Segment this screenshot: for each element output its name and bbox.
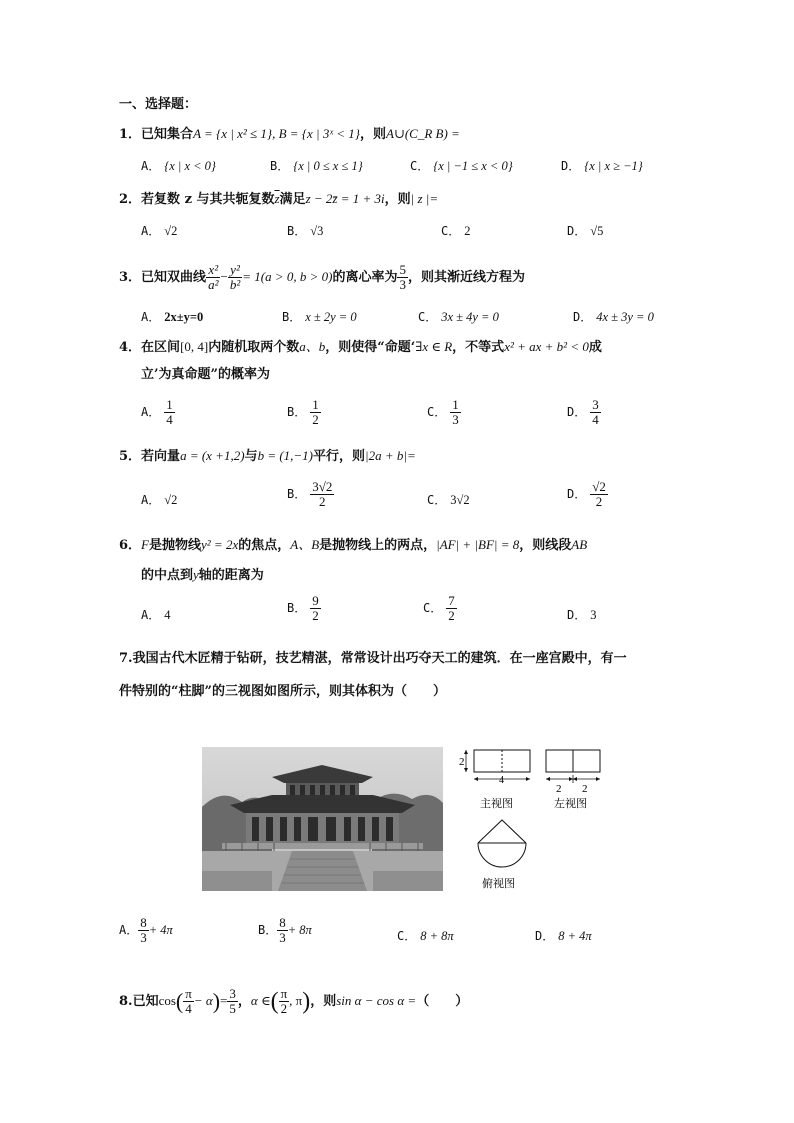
q7-option-a: A． $\frac{8}{3}$ + 4π (119, 915, 173, 945)
q7-option-c: C． 8 + 8π (397, 929, 454, 943)
question-6-line-2: 的中点到y轴的距离为 (141, 567, 264, 583)
q2-option-d: D． √5 (567, 224, 604, 238)
q6-option-d: D． 3 (567, 608, 597, 622)
side-view (546, 750, 600, 783)
question-6: 6．F是抛物线y² = 2x的焦点，A、B是抛物线上的两点，|AF| + |BF| = 8，则线段AB (119, 537, 588, 553)
dim-height: 2 (459, 756, 465, 768)
dim-width: 4 (499, 775, 504, 786)
q4-option-c: C． $\frac{1}{3}$ (427, 397, 459, 427)
question-5: 5．若向量a = (x +1,2)与b = (1,−1)平行，则|2a + b|= (119, 448, 416, 464)
dim-side-left: 2 (556, 783, 562, 795)
q1-option-d: D． {x | x ≥ −1} (561, 159, 643, 173)
q3-option-a: A． 2x±y=0 (141, 310, 204, 324)
q3-frac-y: $\frac{\text{y²}}{\text{b²}}$ (229, 262, 241, 292)
q1-option-c: C． {x | −1 ≤ x < 0} (410, 159, 513, 173)
section-title: 一、选择题： (119, 97, 198, 112)
q2-option-b: B． √3 (287, 224, 324, 238)
q6-option-a: A． 4 (141, 608, 171, 622)
question-4: 4．在区间[0, 4]内随机取两个数a、b，则使得“命题‘∃x ∈ R，不等式x² + ax + b² < 0成 (119, 339, 602, 355)
question-2: 2．若复数 z 与其共轭复数$\overline{z}$满足z − 2z̄ = 1 + 3i，则| z |= (119, 191, 439, 207)
q3-option-c: C． 3x ± 4y = 0 (418, 310, 499, 324)
question-8: 8.已知cos( $\frac{\pi}{4}$ − α)= $\frac{3}{5}$ ，α ∈( $\frac{\pi}{2}$ , π)，则sin α − cos α =（ ） (119, 986, 469, 1016)
q5-option-d: D． $\frac{√2}{2}$ (567, 479, 606, 509)
q6-option-b: B． $\frac{9}{2}$ (287, 593, 319, 623)
top-view (478, 820, 526, 867)
q4-option-d: D． $\frac{3}{4}$ (567, 397, 599, 427)
q2-option-c: C． 2 (441, 224, 471, 238)
question-1: 1．已知集合A = {x | x² ≤ 1}, B = {x | 3ˣ < 1}，则A∪(C_R B) = (119, 126, 460, 142)
q5-option-b: B． $\frac{3√2}{2}$ (287, 479, 333, 509)
q5-option-a: A． √2 (141, 493, 178, 507)
side-view-label: 左视图 (554, 797, 587, 810)
q5-option-c: C． 3√2 (427, 493, 470, 507)
q6-option-c: C． $\frac{7}{2}$ (423, 593, 455, 623)
q7-option-d: D． 8 + 4π (535, 929, 592, 943)
q1-option-a: A． {x | x < 0} (141, 159, 216, 173)
front-view (464, 750, 530, 781)
q2-option-a: A． √2 (141, 224, 178, 238)
palace-photo (202, 747, 443, 891)
q1-option-b: B． {x | 0 ≤ x ≤ 1} (270, 159, 363, 173)
three-view-diagram (458, 745, 608, 895)
front-view-label: 主视图 (480, 797, 513, 810)
q3-frac-e: $\frac{5}{3}$ (399, 262, 406, 292)
question-4-line-2: 立’为真命题”的概率为 (141, 367, 271, 382)
q4-option-a: A． $\frac{1}{4}$ (141, 397, 173, 427)
q3-frac-x: $\frac{\text{x²}}{\text{a²}}$ (208, 262, 219, 292)
dim-side-right: 2 (582, 783, 588, 795)
q3-option-d: D． 4x ± 3y = 0 (573, 310, 654, 324)
question-7: 7.我国古代木匠精于钻研，技艺精湛，常常设计出巧夺天工的建筑．在一座宫殿中，有一 (119, 651, 627, 666)
q7-option-b: B． $\frac{8}{3}$ + 8π (258, 915, 312, 945)
q3-option-b: B． x ± 2y = 0 (282, 310, 357, 324)
question-7-line-2: 件特别的“柱脚”的三视图如图所示，则其体积为（ ） (119, 684, 446, 699)
q4-option-b: B． $\frac{1}{2}$ (287, 397, 319, 427)
top-view-label: 俯视图 (482, 877, 515, 890)
question-3: 3．已知双曲线 $\frac{\text{x²}}{\text{a²}}$ − $\frac{\text{y²}}{\text{b²}}$ = 1(a > 0, b > 0)的离心率为 $\frac{5}{3}$ ，则其渐近线方程为 (119, 262, 525, 292)
